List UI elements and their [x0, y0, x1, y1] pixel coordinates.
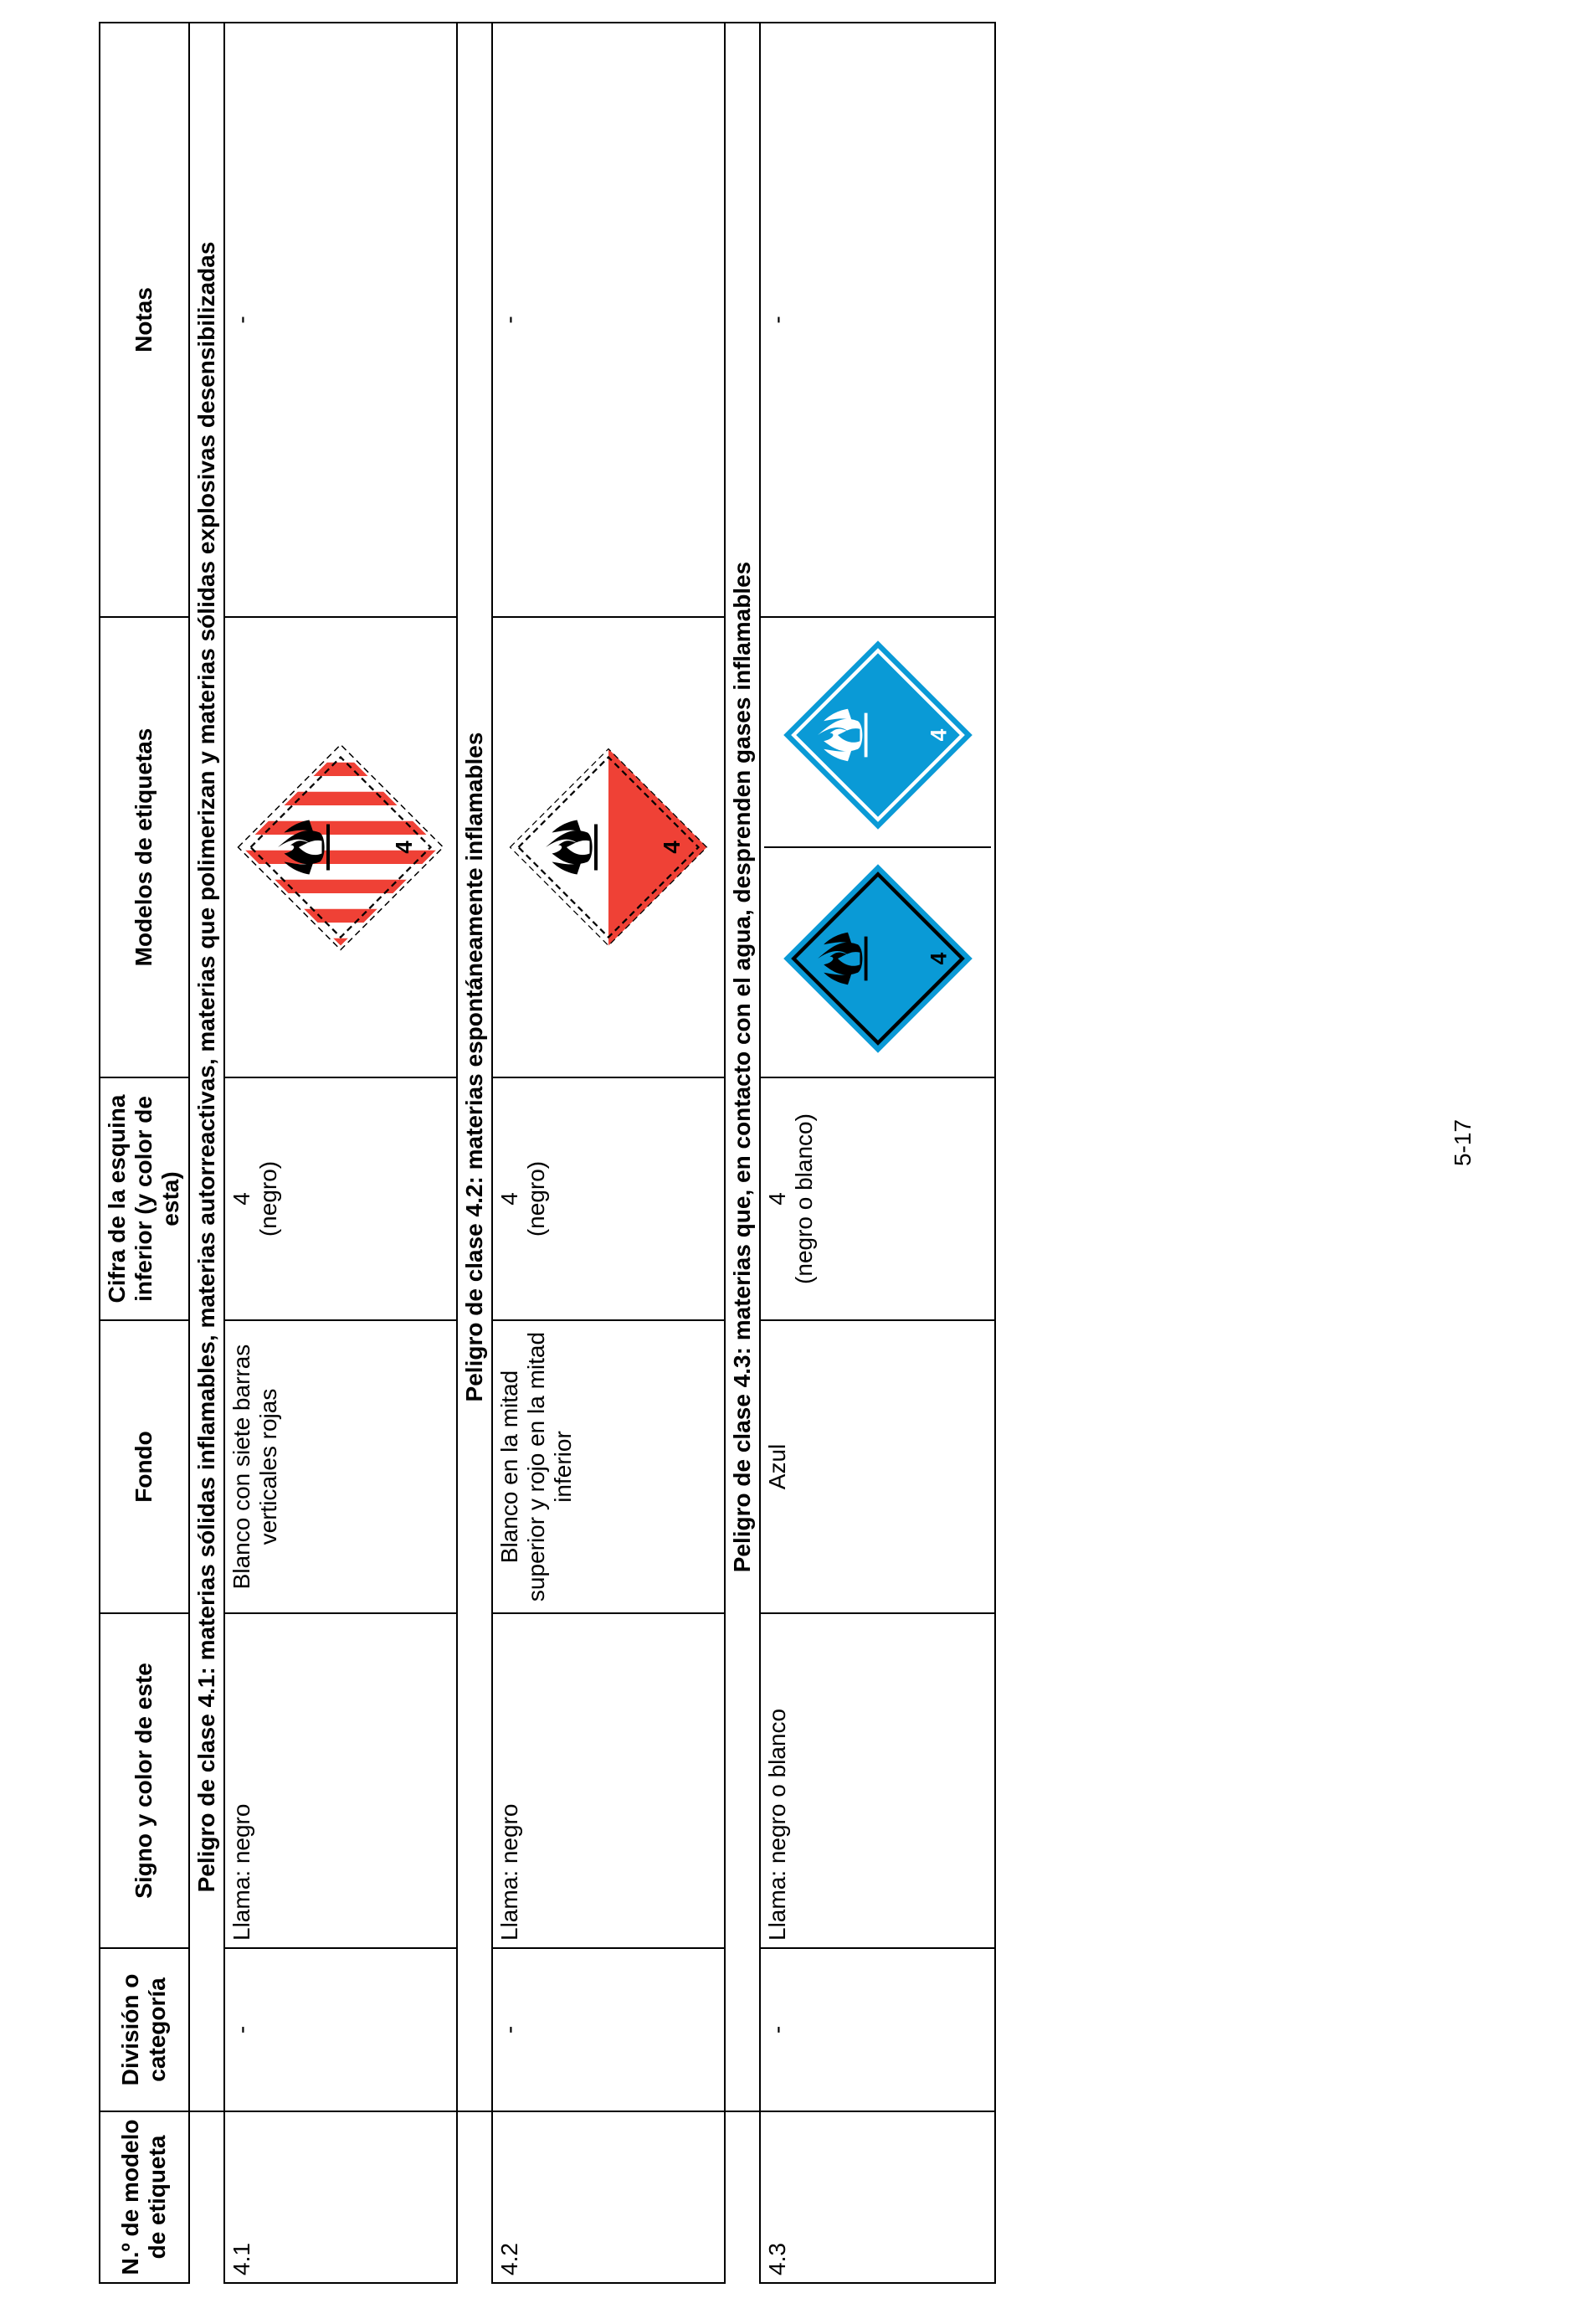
cell-signo: Llama: negro o blanco [760, 1613, 995, 1948]
table-row [492, 23, 725, 2283]
cell-no-modelo: 4.3 [760, 2111, 995, 2283]
cell-cifra [760, 1077, 995, 1320]
cell-notas: - [492, 23, 725, 617]
page-number-box [1438, 1088, 1488, 1197]
rotated-table-container [99, 23, 983, 2284]
label-models [228, 625, 453, 1070]
cell-no-modelo: 4.1 [224, 2111, 457, 2283]
header-row [100, 23, 189, 2283]
header-division: División o categoría [100, 1948, 189, 2111]
svg-text:4: 4 [390, 841, 417, 854]
cell-division: - [224, 1948, 457, 2111]
cell-notas: - [224, 23, 457, 617]
label-model-white [764, 625, 991, 848]
section-gap-cell [189, 2111, 224, 2283]
cifra-number: 4 [495, 1192, 522, 1206]
header-cifra: Cifra de la esquina inferior (y color de esta) [100, 1077, 189, 1320]
cell-modelos [760, 617, 995, 1077]
cifra-number: 4 [228, 1192, 254, 1206]
header-signo: Signo y color de este [100, 1613, 189, 1948]
section-gap-cell [457, 2111, 492, 2283]
table-row [760, 23, 995, 2283]
cell-modelos [492, 617, 725, 1077]
labels-table [99, 22, 996, 2284]
svg-text:4: 4 [926, 729, 952, 742]
header-notas: Notas [100, 23, 189, 617]
cifra-color: (negro) [254, 1160, 281, 1237]
svg-text:4: 4 [926, 953, 952, 965]
cifra-color: (negro o blanco) [791, 1113, 818, 1284]
cell-fondo: Blanco con siete barras verticales rojas [224, 1320, 457, 1613]
cell-notas: - [760, 23, 995, 617]
label-model-black [764, 848, 991, 1070]
header-fondo: Fondo [100, 1320, 189, 1613]
label-4-2-diamond-icon [504, 743, 713, 952]
cell-fondo: Blanco en la mitad superior y rojo en la mitad inferior [492, 1320, 725, 1613]
header-no-modelo: N.º de modelo de etiqueta [100, 2111, 189, 2283]
cell-fondo: Azul [760, 1320, 995, 1613]
section-title-row [189, 23, 224, 2283]
cell-cifra [492, 1077, 725, 1320]
cell-no-modelo: 4.2 [492, 2111, 725, 2283]
page-number: 5-17 [1450, 1118, 1476, 1167]
cell-signo: Llama: negro [492, 1613, 725, 1948]
cell-division: - [760, 1948, 995, 2111]
cell-division: - [492, 1948, 725, 2111]
section-title-4-3: Peligro de clase 4.3: materias que, en contacto con el agua, desprenden gases inflamables [725, 23, 760, 2111]
header-modelos: Modelos de etiquetas [100, 617, 189, 1077]
label-models [496, 625, 721, 1070]
label-4-1-diamond-icon [236, 743, 445, 952]
section-title-row [457, 23, 492, 2283]
cell-cifra [224, 1077, 457, 1320]
cifra-color: (negro) [523, 1160, 550, 1237]
table-row [224, 23, 457, 2283]
section-title-row [725, 23, 760, 2283]
label-models [764, 625, 991, 1070]
section-title-4-1: Peligro de clase 4.1: materias sólidas inflamables, materias autorreactivas, materias que polimerizan y materias sólidas explosivas desensibilizadas [189, 23, 224, 2111]
svg-text:4: 4 [658, 841, 685, 854]
section-title-4-2: Peligro de clase 4.2: materias espontáneamente inflamables [457, 23, 492, 2111]
cell-modelos [224, 617, 457, 1077]
label-4-3-black-diamond-icon [778, 859, 978, 1060]
cell-signo: Llama: negro [224, 1613, 457, 1948]
label-4-3-white-diamond-icon [778, 635, 978, 836]
cifra-number: 4 [764, 1192, 791, 1206]
section-gap-cell [725, 2111, 760, 2283]
